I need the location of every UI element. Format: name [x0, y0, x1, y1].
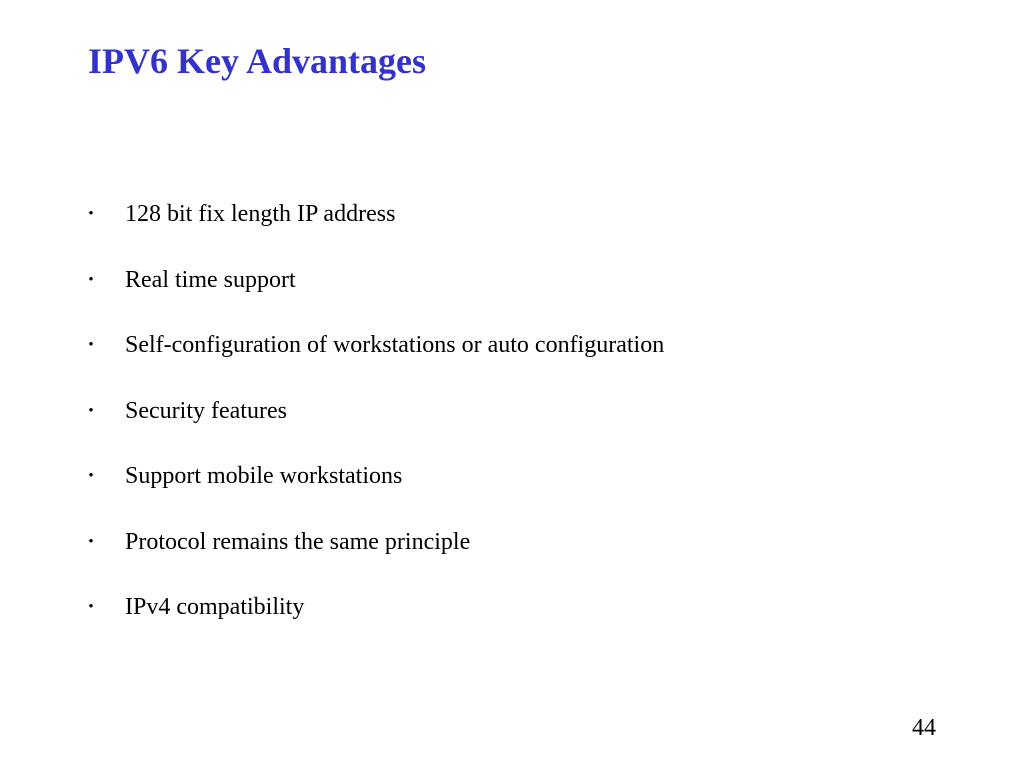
list-item	[0, 391, 1024, 457]
bullet-list	[0, 194, 1024, 653]
bullet-dot-icon: •	[88, 402, 94, 419]
list-item	[0, 194, 1024, 260]
bullet-dot-icon: •	[88, 533, 94, 550]
list-item	[0, 522, 1024, 588]
bullet-dot-icon: •	[88, 599, 94, 615]
bullet-dot-icon: •	[88, 337, 94, 353]
bullet-text: Support mobile workstations	[125, 463, 403, 489]
list-item	[0, 456, 1024, 522]
slide-title: IPV6 Key Advantages	[88, 41, 427, 81]
bullet-text: 128 bit fix length IP address	[125, 201, 396, 227]
bullet-text: Security features	[125, 397, 287, 424]
bullet-text: Protocol remains the same principle	[125, 528, 471, 555]
bullet-dot-icon: •	[88, 468, 94, 484]
list-item	[0, 325, 1024, 391]
page-number: 44	[912, 715, 936, 741]
bullet-text: Real time support	[125, 266, 296, 293]
bullet-text: IPv4 compatibility	[125, 594, 305, 620]
bullet-text: Self-configuration of workstations or auto configuration	[125, 332, 665, 358]
list-item	[0, 260, 1024, 326]
bullet-dot-icon: •	[88, 206, 94, 222]
list-item	[0, 587, 1024, 653]
bullet-dot-icon: •	[88, 271, 94, 288]
